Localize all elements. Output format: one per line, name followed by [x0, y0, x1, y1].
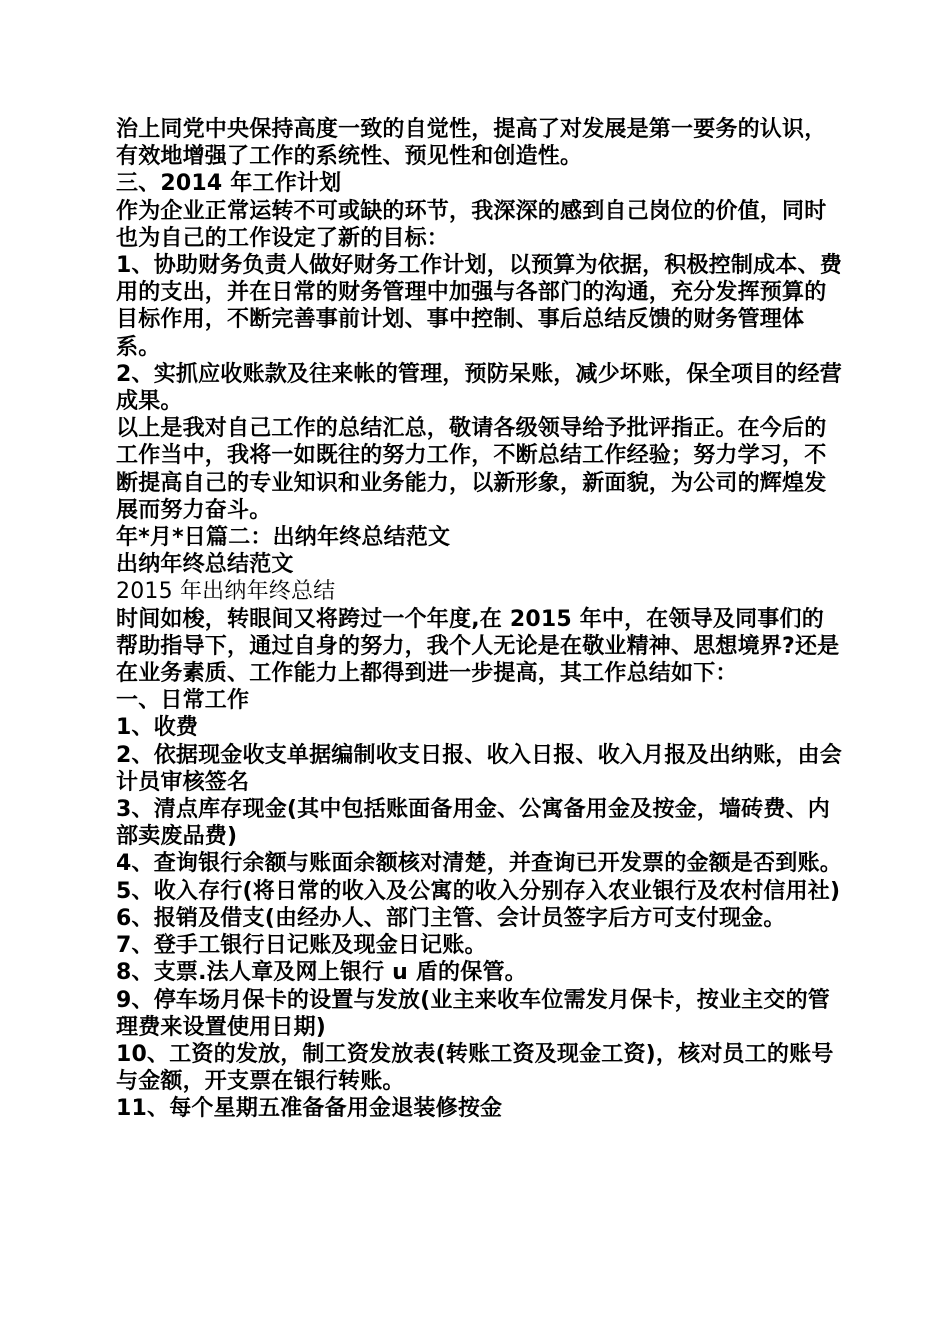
daily-item-1: 1、收费	[116, 715, 199, 741]
heading-2015-cashier-summary: 2015 年出纳年终总结	[116, 579, 336, 605]
document-page	[116, 116, 844, 1123]
daily-item-5: 5、收入存行(将日常的收入及公寓的收入分别存入农业银行及农村信用社)	[116, 878, 841, 904]
daily-item-6: 6、报销及借支(由经办人、部门主管、会计员签字后方可支付现金。	[116, 905, 786, 931]
paragraph-summary-closing: 以上是我对自己工作的总结汇总，敬请各级领导给予批评指正。在今后的工作当中，我将一如既往的努力工作，不断总结工作经验；努力学习，不断提高自己的专业知识和业务能力，以新形象，新面貌，为公司的辉煌发展而努力奋斗。	[116, 416, 827, 523]
daily-item-4: 4、查询银行余额与账面余额核对清楚，并查询已开发票的金额是否到账。	[116, 851, 842, 877]
heading-article-two: 年*月*日篇二：出纳年终总结范文	[116, 525, 451, 551]
paragraph-2015-intro: 时间如梭，转眼间又将跨过一个年度,在 2015 年中，在领导及同事们的帮助指导下，通过自身的努力，我个人无论是在敬业精神、思想境界?还是在业务素质、工作能力上都得到进一步提高，其工作总结如下：	[116, 606, 840, 687]
daily-item-3: 3、清点库存现金(其中包括账面备用金、公寓备用金及按金，墙砖费、内部卖废品费)	[116, 797, 830, 850]
daily-item-11: 11、每个星期五准备备用金退装修按金	[116, 1096, 503, 1122]
daily-item-2: 2、依据现金收支单据编制收支日报、收入日报、收入月报及出纳账，由会计员审核签名	[116, 742, 842, 795]
paragraph-new-goals: 作为企业正常运转不可或缺的环节，我深深的感到自己岗位的价值，同时也为自己的工作设定了新的目标：	[116, 198, 827, 251]
daily-item-10: 10、工资的发放，制工资发放表(转账工资及现金工资)，核对员工的账号与金额，开支票在银行转账。	[116, 1041, 834, 1095]
heading-cashier-summary: 出纳年终总结范文	[116, 552, 294, 578]
heading-2014-work-plan: 三、2014 年工作计划	[116, 171, 342, 197]
plan-item-2: 2、实抓应收账款及往来帐的管理，预防呆账，减少坏账，保全项目的经营成果。	[116, 361, 842, 415]
daily-item-8: 8、支票.法人章及网上银行 u 盾的保管。	[116, 960, 527, 986]
plan-item-1: 1、协助财务负责人做好财务工作计划，以预算为依据，积极控制成本、费用的支出，并在日常的财务管理中加强与各部门的沟通，充分发挥预算的目标作用，不断完善事前计划、事中控制、事后总结反馈的财务管理体系。	[116, 253, 842, 360]
heading-daily-work: 一、日常工作	[116, 688, 250, 714]
paragraph-intro-continuation: 治上同党中央保持高度一致的自觉性，提高了对发展是第一要务的认识，有效地增强了工作的系统性、预见性和创造性。	[116, 117, 827, 170]
daily-item-9: 9、停车场月保卡的设置与发放(业主来收车位需发月保卡，按业主交的管理费来设置使用日期)	[116, 987, 830, 1040]
daily-item-7: 7、登手工银行日记账及现金日记账。	[116, 933, 487, 959]
